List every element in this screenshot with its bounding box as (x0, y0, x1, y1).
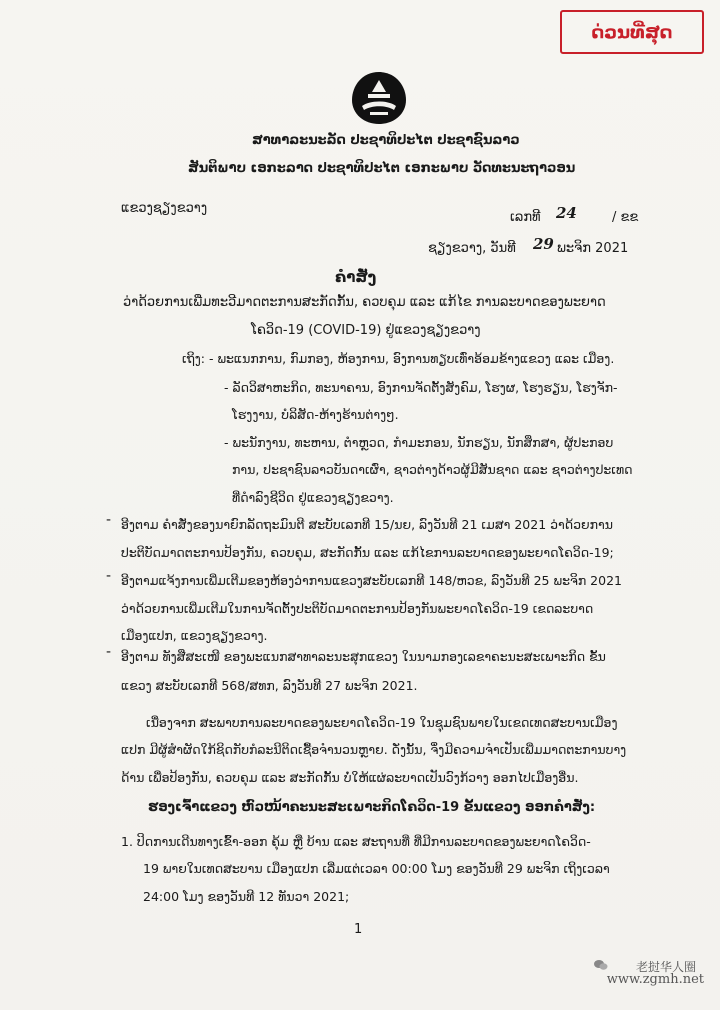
to-line-5: ການ, ປະຊາຊົນລາວບັນດາເຜົ່າ, ຊາວຕ່າງດ້າວຜູ້ມີສັນຊາດ ແລະ ຊາວຕ່າງປະເທດ (232, 462, 633, 477)
national-emblem-icon (348, 70, 410, 126)
reference-bullet: - (106, 644, 112, 660)
body-line-1: ເນື່ອງຈາກ ສະພາບການລະບາດຂອງພະຍາດໂຄວິດ-19 ໃນຊຸມຊົນພາຍໃນເຂດເທດສະບານເມືອງ (146, 715, 618, 730)
reference-bullet: - (106, 568, 112, 584)
issuing-office: ແຂວງຊຽງຂວາງ (121, 201, 208, 216)
to-line-2: - ລັດວິສາຫະກິດ, ທະນາຄານ, ອົງການຈັດຕັ້ງສັງຄົມ, ໂຮງຜ, ໂຮງຮຽນ, ໂຮງຈັກ- (224, 380, 618, 395)
date-suffix: ພະຈິກ 2021 (557, 241, 629, 256)
chat-bubble-icon (594, 959, 608, 971)
watermark-url: www.zgmh.net (606, 972, 704, 987)
item-1-line-2: 19 ພາຍໃນເທດສະບານ ເມືອງແປກ ເລີ່ມແຕ່ເວລາ 00:00 ໂມງ ຂອງວັນທີ 29 ພະຈິກ ເຖິງເວລາ (143, 861, 610, 876)
to-line-4: - ພະນັກງານ, ທະຫານ, ຕຳຫຼວດ, ກຳມະກອນ, ນັກຮຽນ, ນັກສຶກສາ, ຜູ້ປະກອບ (224, 435, 614, 450)
reference-3-line-2: ແຂວງ ສະບັບເລກທີ 568/ສທກ, ລົງວັນທີ 27 ພະຈິກ 2021. (121, 678, 418, 693)
doc-number-value: 24 (556, 204, 577, 222)
priority-stamp: ດ່ວນທີ່ສຸດ (560, 10, 704, 54)
reference-1-line-1: ອີງຕາມ ຄຳສັ່ງຂອງນາຍົກລັດຖະມົນຕີ ສະບັບເລກທີ 15/ນຍ, ລົງວັນທີ 21 ເມສາ 2021 ວ່າດ້ວຍການ (121, 517, 613, 532)
reference-2-line-1: ອີງຕາມແຈ້ງການເພີ່ມເຕີມຂອງຫ້ອງວ່າການແຂວງສະບັບເລກທີ 148/ຫວຂ, ລົງວັນທີ 25 ພະຈິກ 2021 (121, 573, 622, 588)
doc-number-suffix: / ຂຂ (612, 210, 639, 225)
item-1-line-3: 24:00 ໂມງ ຂອງວັນທີ 12 ທັນວາ 2021; (143, 889, 350, 904)
body-line-2: ແປກ ມີຜູ້ສຳຜັດໃກ້ຊິດກັບກໍລະນີຕິດເຊື້ອຈຳນວນຫຼາຍ. ດັ່ງນັ້ນ, ຈຶ່ງມີຄວາມຈຳເປັນເພີ່ມມາດຕະການບາງ (121, 742, 627, 757)
order-intro: ຮອງເຈົ້າແຂວງ ຫົວໜ້າຄະນະສະເພາະກິດໂຄວິດ-19 ຂັ້ນແຂວງ ອອກຄຳສັ່ງ: (148, 800, 596, 815)
reference-2-line-3: ເມືອງແປກ, ແຂວງຊຽງຂວາງ. (121, 628, 268, 643)
reference-3-line-1: ອີງຕາມ ທັງສືສະເໜີ ຂອງພະແນກສາທາລະນະສຸກແຂວງ ໃນນາມກອງເລຂາຄະນະສະເພາະກິດ ຂັ້ນ (121, 649, 606, 664)
subject-line-2: ໂຄວິດ-19 (COVID-19) ຢູ່ແຂວງຊຽງຂວາງ (251, 323, 481, 338)
page-number: 1 (354, 922, 363, 937)
reference-2-line-2: ວ່າດ້ວຍການເພີ່ມເຕີມໃນການຈັດຕັ້ງປະຕິບັດມາດຕະການປ້ອງກັນພະຍາດໂຄວິດ-19 ເຂດລະບາດ (121, 601, 594, 616)
to-line-6: ທີ່ດຳລົງຊີວິດ ຢູ່ແຂວງຊຽງຂວາງ. (232, 490, 394, 505)
watermark-name: 老挝华人圈 (635, 960, 696, 974)
date-prefix: ຊຽງຂວາງ, ວັນທີ (428, 241, 516, 256)
to-line-3: ໂຮງງານ, ບໍລິສັດ-ຫ້າງຮ້ານຕ່າງໆ. (232, 407, 399, 422)
date-day: 29 (533, 235, 554, 253)
header-motto: ສັນຕິພາບ ເອກະລາດ ປະຊາທິປະໄຕ ເອກະພາບ ວັດທະນະຖາວອນ (188, 161, 576, 176)
body-line-3: ດ້ານ ເພື່ອປ້ອງກັນ, ຄວບຄຸມ ແລະ ສະກັດກັ້ນ ບໍ່ໃຫ້ແຜ່ລະບາດເປັນວົງກ້ວາງ ອອກໄປເມືອງອື່ນ. (121, 770, 579, 785)
item-1-line-1: 1. ປິດການເດີນທາງເຂົ້າ-ອອກ ຄຸ້ມ ຫຼື ບ້ານ ແລະ ສະຖານທີ່ ທີ່ມີການລະບາດຂອງພະຍາດໂຄວິດ- (121, 834, 591, 849)
doc-number-label: ເລກທີ (510, 210, 541, 225)
to-line-1: ເຖິງ: - ພະແນກການ, ກົມກອງ, ຫ້ອງການ, ອົງການທຽບເທົ່າອ້ອມຂ້າງແຂວງ ແລະ ເມືອງ. (182, 351, 615, 366)
subject-line-1: ວ່າດ້ວຍການເພີ່ມທະວີມາດຕະການສະກັດກັ້ນ, ຄວບຄຸມ ແລະ ແກ້ໄຂ ການລະບາດຂອງພະຍາດ (123, 295, 606, 310)
header-country: ສາທາລະນະລັດ ປະຊາທິປະໄຕ ປະຊາຊົນລາວ (252, 133, 520, 148)
order-title: ຄຳສັ່ງ (335, 268, 377, 286)
reference-1-line-2: ປະຕິບັດມາດຕະການປ້ອງກັນ, ຄວບຄຸມ, ສະກັດກັ້ນ ແລະ ແກ້ໄຂການລະບາດຂອງພະຍາດໂຄວິດ-19; (121, 545, 614, 560)
reference-bullet: - (106, 512, 112, 528)
